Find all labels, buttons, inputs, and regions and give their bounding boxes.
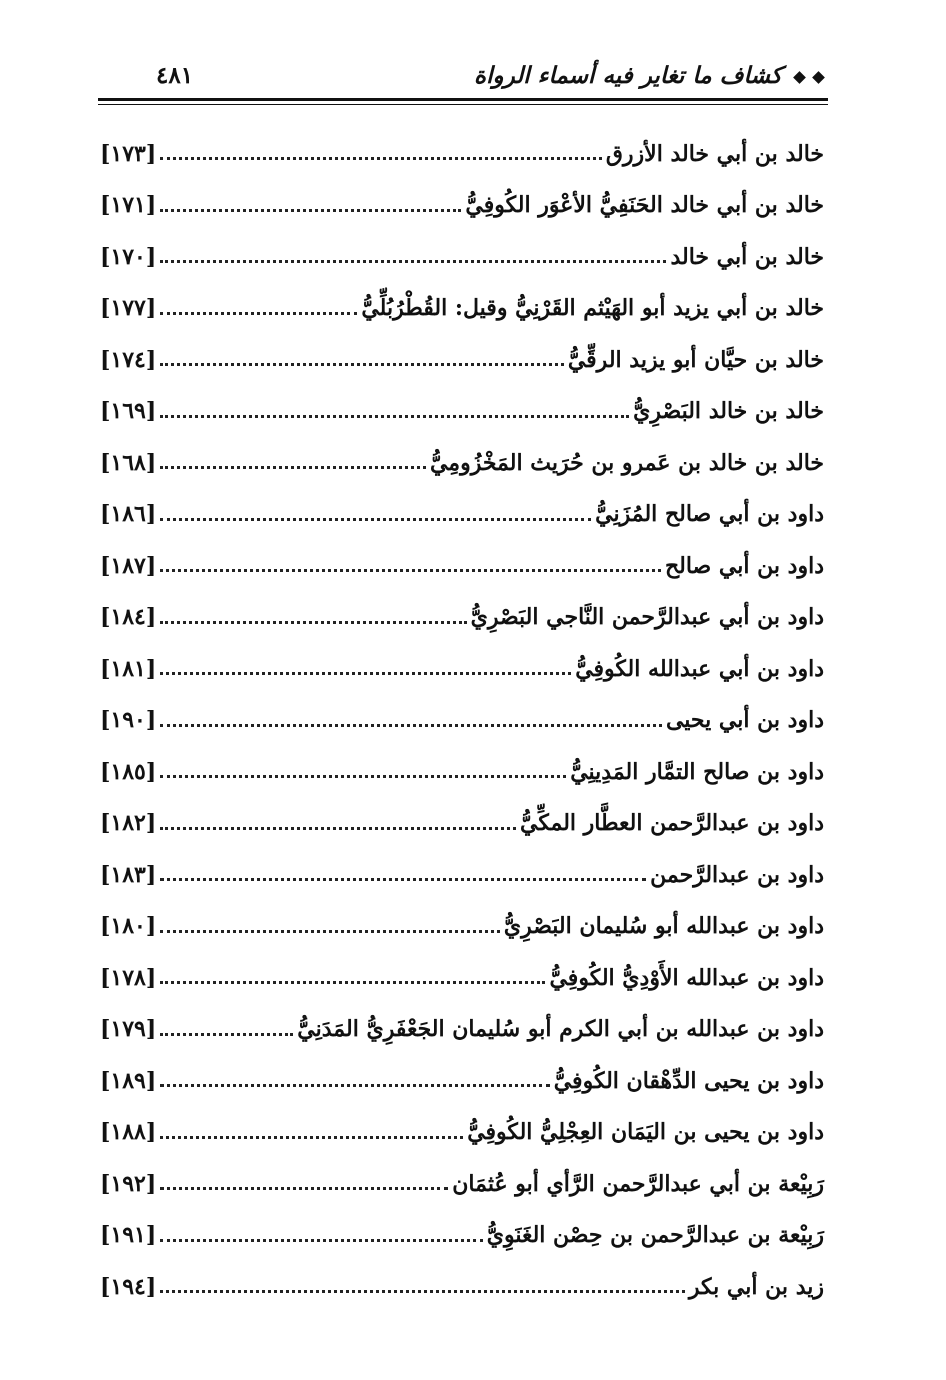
dot-leader — [160, 672, 571, 675]
index-entry — [100, 1261, 824, 1313]
entry-name: داود بن عبدالرَّحمن — [650, 861, 824, 888]
index-entry — [100, 231, 824, 283]
page-header — [98, 58, 828, 98]
dot-leader — [160, 363, 564, 366]
entry-name: داود بن عبدالله الأَوْدِيُّ الكُوفِيُّ — [549, 964, 824, 991]
entry-name: داود بن أبي صالح المُزَنِيُّ — [595, 501, 824, 528]
entry-name: خالد بن أبي يزيد أبو الهَيْثم القَرْنِيُّ وقيل: القُطْرُبُلِّيُّ — [361, 295, 824, 322]
entry-reference: [١٨٣] — [100, 861, 157, 888]
entry-reference: [١٨٥] — [100, 758, 157, 785]
running-title — [474, 62, 828, 89]
entry-name: داود بن أبي عبدالله الكُوفِيُّ — [575, 655, 824, 682]
diamond-ornament-icon — [812, 71, 825, 84]
dot-leader — [160, 621, 466, 624]
header-rule-thin — [98, 104, 828, 105]
entry-name: داود بن يحيى الدِّهْقان الكُوفِيُّ — [553, 1067, 824, 1094]
entry-reference: [١٦٨] — [100, 449, 157, 476]
dot-leader — [160, 930, 500, 933]
dot-leader — [160, 878, 646, 881]
entry-reference: [١٩١] — [100, 1222, 157, 1249]
entry-name: خالد بن خالد بن عَمرو بن حُرَيث المَخْزُومِيُّ — [429, 449, 824, 476]
index-entry — [100, 128, 824, 180]
entry-reference: [١٨٧] — [100, 552, 157, 579]
dot-leader — [160, 518, 591, 521]
index-entry — [100, 1158, 824, 1210]
index-entry — [100, 1107, 824, 1159]
entry-reference: [١٧١] — [100, 192, 157, 219]
entry-reference: [١٨٠] — [100, 913, 157, 940]
dot-leader — [160, 569, 661, 572]
dot-leader — [160, 1187, 448, 1190]
entry-reference: [١٧٨] — [100, 964, 157, 991]
entry-name: داود بن عبدالله بن أبي الكرم أبو سُليمان الجَعْفَرِيُّ المَدَنِيُّ — [297, 1016, 824, 1043]
entry-name: خالد بن أبي خالد الأزرق — [605, 140, 824, 167]
dot-leader — [160, 312, 357, 315]
index-entry — [100, 1004, 824, 1056]
index-entry — [100, 540, 824, 592]
entry-reference: [١٧٠] — [100, 243, 157, 270]
dot-leader — [160, 415, 629, 418]
index-entry — [100, 386, 824, 438]
dot-leader — [160, 1239, 482, 1242]
dot-leader — [160, 724, 662, 727]
entry-name: رَبِيْعة بن أبي عبدالرَّحمن الرَّأي أبو عُثمَان — [452, 1170, 824, 1197]
entry-name: داود بن عبدالرَّحمن العطَّار المكِّيُّ — [520, 810, 824, 837]
index-entry — [100, 643, 824, 695]
entry-reference: [١٨٨] — [100, 1119, 157, 1146]
dot-leader — [160, 775, 566, 778]
index-entry — [100, 695, 824, 747]
entry-name: خالد بن أبي خالد — [670, 243, 824, 270]
index-entry — [100, 283, 824, 335]
entry-name: داود بن أبي صالح — [664, 552, 824, 579]
header-rule-thick — [98, 98, 828, 101]
entry-reference: [١٨٩] — [100, 1067, 157, 1094]
dot-leader — [160, 1084, 549, 1087]
dot-leader — [160, 466, 426, 469]
index-entry — [100, 849, 824, 901]
entry-name: خالد بن أبي خالد الحَنَفِيُّ الأعْوَر الكُوفِيُّ — [465, 192, 824, 219]
dot-leader — [160, 1033, 293, 1036]
entry-reference: [١٨٢] — [100, 810, 157, 837]
entry-reference: [١٧٩] — [100, 1016, 157, 1043]
entry-name: زيد بن أبي بكر — [688, 1273, 824, 1300]
entry-reference: [١٧٣] — [100, 140, 157, 167]
dot-leader — [160, 981, 545, 984]
entry-name: داود بن عبدالله أبو سُليمان البَصْرِيُّ — [503, 913, 824, 940]
index-entry — [100, 746, 824, 798]
index-entry — [100, 592, 824, 644]
entry-reference: [١٧٤] — [100, 346, 157, 373]
index-entry — [100, 952, 824, 1004]
entry-name: رَبِيْعة بن عبدالرَّحمن بن حِصْن الغَنَوِيُّ — [486, 1222, 824, 1249]
entry-name: خالد بن حيَّان أبو يزيد الرقِّيُّ — [567, 346, 824, 373]
entry-reference: [١٧٧] — [100, 295, 157, 322]
index-entry — [100, 1210, 824, 1262]
index-entry — [100, 489, 824, 541]
entry-reference: [١٨٤] — [100, 604, 157, 631]
index-entry — [100, 901, 824, 953]
dot-leader — [160, 1290, 685, 1293]
entry-name: داود بن أبي عبدالرَّحمن النَّاجي البَصْرِيُّ — [470, 604, 824, 631]
entry-reference: [١٩٠] — [100, 707, 157, 734]
entry-reference: [١٩٤] — [100, 1273, 157, 1300]
entry-reference: [١٨٦] — [100, 501, 157, 528]
index-entry — [100, 180, 824, 232]
entry-name: داود بن يحيى بن اليَمَان العِجْلِيُّ الكُوفِيُّ — [467, 1119, 824, 1146]
page-number: ٤٨١ — [156, 62, 194, 89]
dot-leader — [160, 209, 461, 212]
index-entry-list — [100, 128, 824, 1313]
index-entry — [100, 334, 824, 386]
entry-reference: [١٦٩] — [100, 398, 157, 425]
dot-leader — [160, 260, 666, 263]
entry-name: داود بن صالح التمَّار المَدِينِيُّ — [570, 758, 824, 785]
entry-reference: [١٨١] — [100, 655, 157, 682]
index-entry — [100, 1055, 824, 1107]
entry-name: خالد بن خالد البَصْرِيُّ — [633, 398, 824, 425]
entry-reference: [١٩٢] — [100, 1170, 157, 1197]
index-entry — [100, 798, 824, 850]
dot-leader — [160, 1136, 463, 1139]
dot-leader — [160, 157, 602, 160]
index-entry — [100, 437, 824, 489]
diamond-ornament-icon — [793, 71, 806, 84]
dot-leader — [160, 827, 516, 830]
running-title-text: كشاف ما تغاير فيه أسماء الرواة — [474, 62, 782, 89]
entry-name: داود بن أبي يحيى — [665, 707, 824, 734]
